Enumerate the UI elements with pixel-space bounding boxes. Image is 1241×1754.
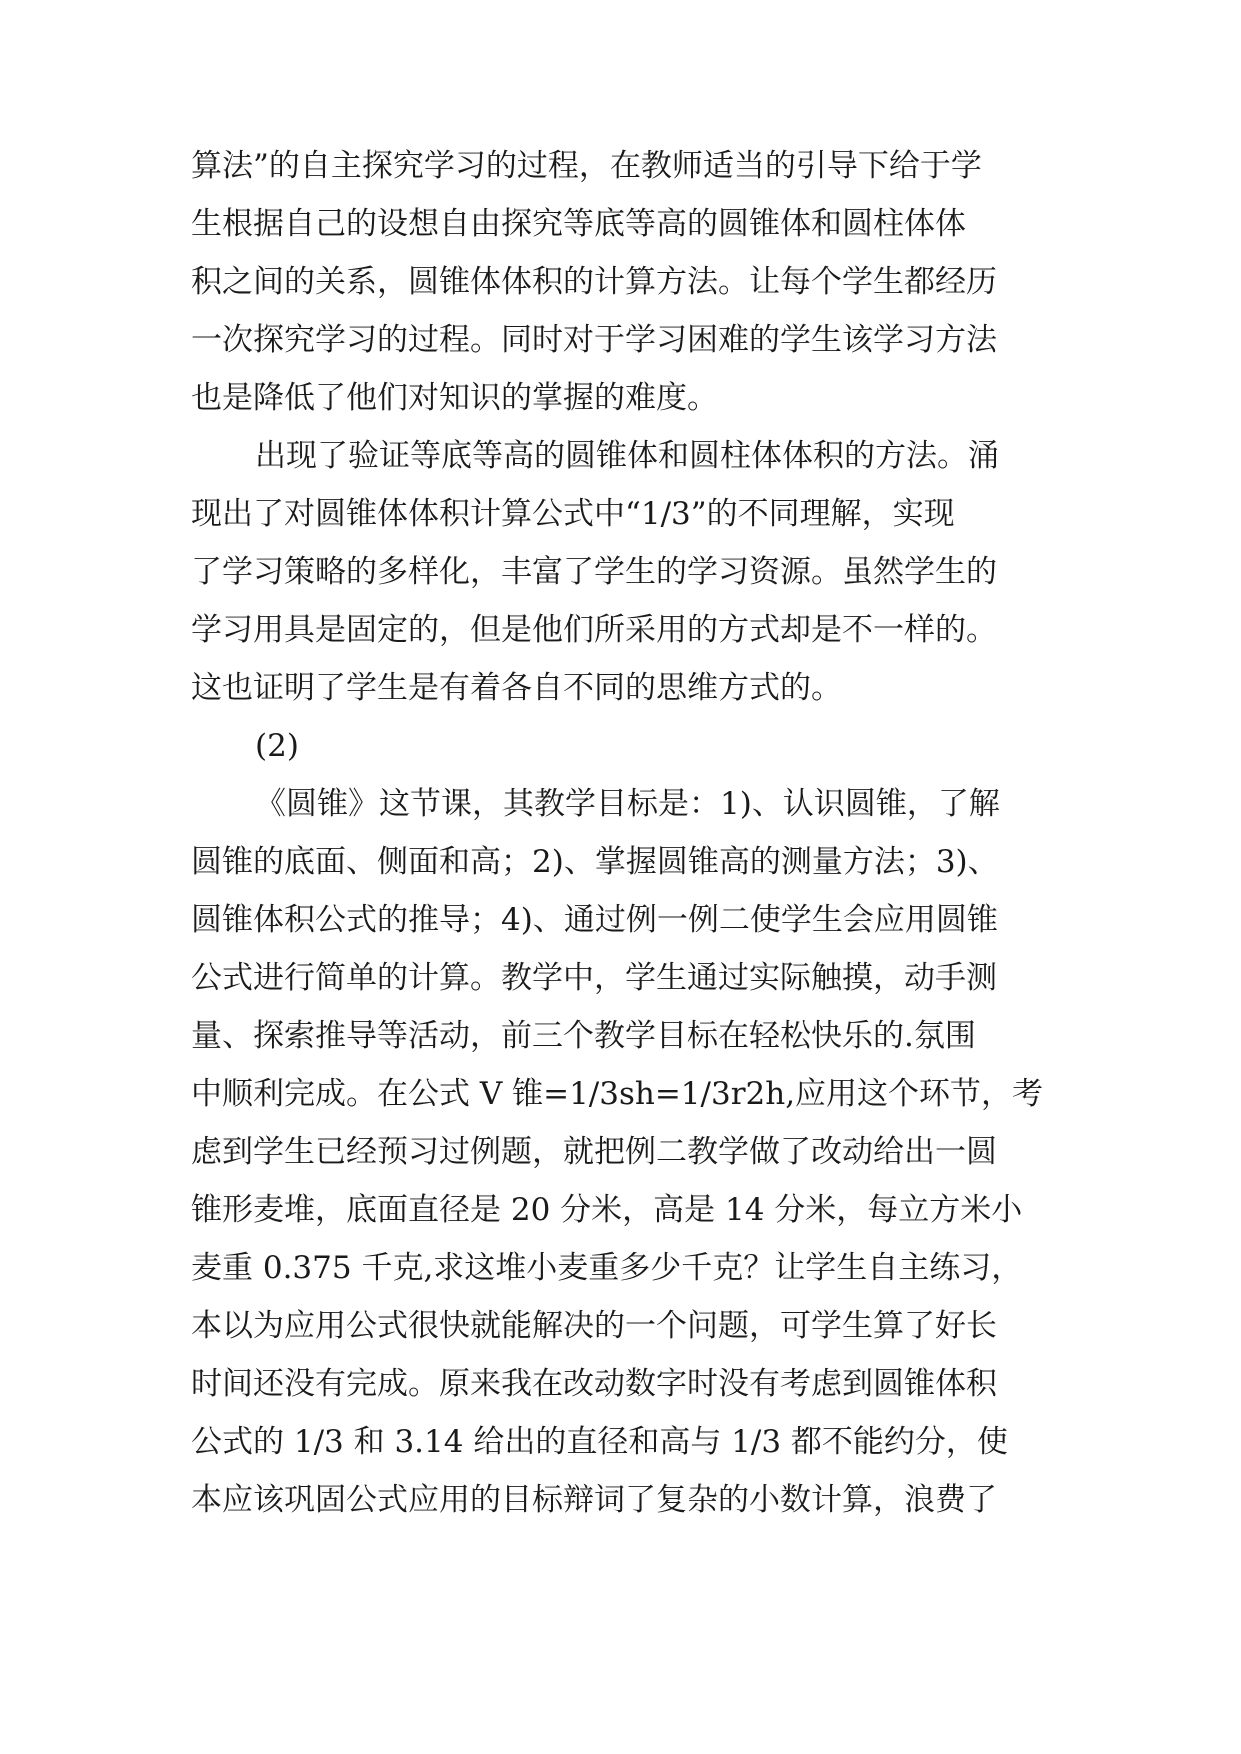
paragraph-line: 也是降低了他们对知识的掌握的难度。: [191, 380, 718, 416]
paragraph-2: [191, 427, 1061, 717]
section-label: (2): [255, 728, 299, 764]
paragraph-line: 公式进行简单的计算。教学中，学生通过实际触摸，动手测: [191, 960, 997, 996]
paragraph-line: 生根据自己的设想自由探究等底等高的圆锥体和圆柱体体: [191, 206, 966, 242]
paragraph-line: 虑到学生已经预习过例题，就把例二教学做了改动给出一圆: [191, 1134, 997, 1170]
paragraph-line: 学习用具是固定的，但是他们所采用的方式却是不一样的。: [191, 612, 997, 648]
paragraph-line: 积之间的关系，圆锥体体积的计算方法。让每个学生都经历: [191, 264, 997, 300]
paragraph-line: 锥形麦堆，底面直径是 20 分米，高是 14 分米，每立方米小: [191, 1192, 1023, 1228]
paragraph-3: [191, 775, 1061, 1529]
paragraph-line: 出现了验证等底等高的圆锥体和圆柱体体积的方法。涌: [255, 438, 999, 474]
paragraph-line: 公式的 1/3 和 3.14 给出的直径和高与 1/3 都不能约分，使: [191, 1424, 1008, 1460]
paragraph-line: 本以为应用公式很快就能解决的一个问题，可学生算了好长: [191, 1308, 997, 1344]
paragraph-line: 本应该巩固公式应用的目标辩词了复杂的小数计算，浪费了: [191, 1482, 997, 1518]
paragraph-line: 量、探索推导等活动，前三个教学目标在轻松快乐的.氛围: [191, 1018, 976, 1054]
paragraph-1: [191, 137, 1061, 427]
paragraph-line: 一次探究学习的过程。同时对于学习困难的学生该学习方法: [191, 322, 997, 358]
paragraph-line: 算法”的自主探究学习的过程，在教师适当的引导下给于学: [191, 148, 982, 184]
paragraph-line: 《圆锥》这节课，其教学目标是：1)、认识圆锥，了解: [255, 786, 1000, 822]
paragraph-line: 中顺利完成。在公式 V 锥=1/3sh=1/3r2h,应用这个环节，考: [191, 1076, 1044, 1112]
paragraph-line: 麦重 0.375 千克,求这堆小麦重多少千克？让学生自主练习，: [191, 1250, 1023, 1286]
section-number: [191, 717, 1061, 775]
paragraph-line: 了学习策略的多样化，丰富了学生的学习资源。虽然学生的: [191, 554, 997, 590]
paragraph-line: 圆锥的底面、侧面和高；2)、掌握圆锥高的测量方法；3)、: [191, 844, 999, 880]
paragraph-line: 这也证明了学生是有着各自不同的思维方式的。: [191, 670, 842, 706]
paragraph-line: 圆锥体积公式的推导；4)、通过例一例二使学生会应用圆锥: [191, 902, 998, 938]
paragraph-line: 现出了对圆锥体体积计算公式中“1/3”的不同理解，实现: [191, 496, 955, 532]
paragraph-line: 时间还没有完成。原来我在改动数字时没有考虑到圆锥体积: [191, 1366, 997, 1402]
